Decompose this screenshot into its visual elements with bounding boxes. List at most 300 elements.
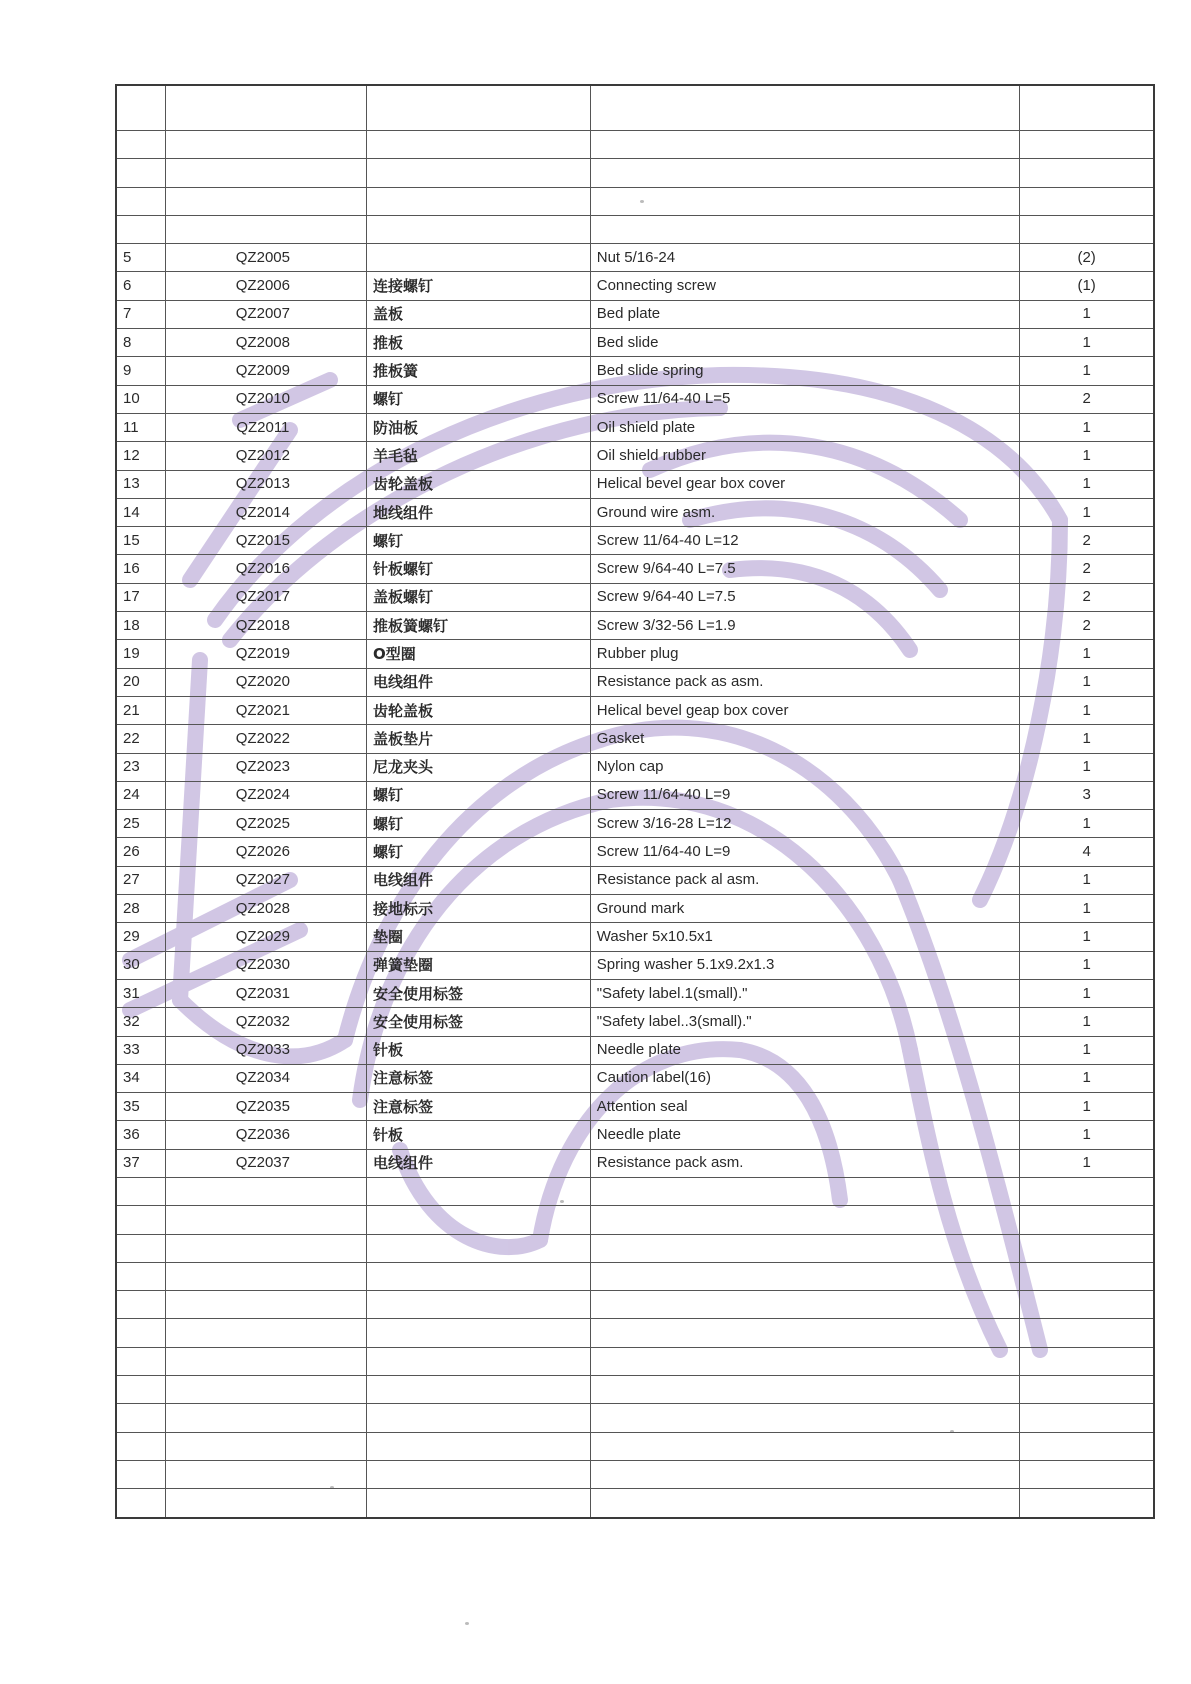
blank-table-row <box>116 215 1154 243</box>
empty-cell <box>165 1262 366 1290</box>
chinese-name-cell: 弹簧垫圈 <box>367 951 591 979</box>
empty-cell <box>590 1291 1020 1319</box>
empty-cell <box>116 159 165 187</box>
quantity-cell: 1 <box>1020 442 1154 470</box>
table-row <box>116 1036 1154 1064</box>
empty-cell <box>116 85 165 131</box>
empty-cell <box>590 1404 1020 1432</box>
quantity-cell: 1 <box>1020 979 1154 1007</box>
empty-cell <box>165 159 366 187</box>
empty-cell <box>165 1460 366 1488</box>
table-row <box>116 612 1154 640</box>
quantity-cell: 2 <box>1020 583 1154 611</box>
table-row <box>116 244 1154 272</box>
chinese-name-cell: 连接螺钉 <box>367 272 591 300</box>
item-number-cell: 29 <box>116 923 165 951</box>
empty-cell <box>165 1206 366 1234</box>
parts-list-table <box>115 84 1155 1519</box>
quantity-cell: 1 <box>1020 668 1154 696</box>
empty-cell <box>1020 1262 1154 1290</box>
blank-table-row <box>116 1404 1154 1432</box>
item-number-cell: 36 <box>116 1121 165 1149</box>
chinese-name-cell: 推板簧螺钉 <box>367 612 591 640</box>
english-description-cell: Oil shield plate <box>590 413 1020 441</box>
table-row <box>116 866 1154 894</box>
english-description-cell: Resistance pack asm. <box>590 1149 1020 1177</box>
chinese-name-cell: 螺钉 <box>367 838 591 866</box>
blank-table-row <box>116 1262 1154 1290</box>
empty-cell <box>367 85 591 131</box>
item-number-cell: 11 <box>116 413 165 441</box>
blank-table-row <box>116 1460 1154 1488</box>
quantity-cell: 3 <box>1020 781 1154 809</box>
english-description-cell: Washer 5x10.5x1 <box>590 923 1020 951</box>
chinese-name-cell: 盖板垫片 <box>367 725 591 753</box>
part-code-cell: QZ2014 <box>165 498 366 526</box>
quantity-cell: 1 <box>1020 1149 1154 1177</box>
part-code-cell: QZ2022 <box>165 725 366 753</box>
part-code-cell: QZ2006 <box>165 272 366 300</box>
english-description-cell: Ground wire asm. <box>590 498 1020 526</box>
empty-cell <box>590 1347 1020 1375</box>
english-description-cell: Helical bevel geap box cover <box>590 696 1020 724</box>
item-number-cell: 24 <box>116 781 165 809</box>
empty-cell <box>116 1489 165 1518</box>
item-number-cell: 27 <box>116 866 165 894</box>
part-code-cell: QZ2035 <box>165 1093 366 1121</box>
empty-cell <box>1020 1234 1154 1262</box>
quantity-cell: 1 <box>1020 1036 1154 1064</box>
empty-cell <box>165 215 366 243</box>
empty-cell <box>165 187 366 215</box>
empty-cell <box>165 1319 366 1347</box>
chinese-name-cell: 螺钉 <box>367 810 591 838</box>
chinese-name-cell: 尼龙夹头 <box>367 753 591 781</box>
blank-table-row <box>116 1489 1154 1518</box>
quantity-cell: 1 <box>1020 810 1154 838</box>
part-code-cell: QZ2028 <box>165 895 366 923</box>
empty-cell <box>1020 1177 1154 1205</box>
english-description-cell: Screw 9/64-40 L=7.5 <box>590 555 1020 583</box>
empty-cell <box>116 1177 165 1205</box>
part-code-cell: QZ2027 <box>165 866 366 894</box>
empty-cell <box>1020 1460 1154 1488</box>
part-code-cell: QZ2036 <box>165 1121 366 1149</box>
item-number-cell: 31 <box>116 979 165 1007</box>
chinese-name-cell: 接地标示 <box>367 895 591 923</box>
empty-cell <box>1020 131 1154 159</box>
chinese-name-cell: 盖板 <box>367 300 591 328</box>
quantity-cell: 1 <box>1020 753 1154 781</box>
quantity-cell: 1 <box>1020 951 1154 979</box>
quantity-cell: 1 <box>1020 640 1154 668</box>
item-number-cell: 26 <box>116 838 165 866</box>
empty-cell <box>165 1177 366 1205</box>
empty-cell <box>367 215 591 243</box>
blank-table-row <box>116 1347 1154 1375</box>
empty-cell <box>116 1319 165 1347</box>
chinese-name-cell: 安全使用标签 <box>367 979 591 1007</box>
blank-table-row <box>116 1206 1154 1234</box>
quantity-cell: 1 <box>1020 923 1154 951</box>
english-description-cell: Screw 11/64-40 L=9 <box>590 781 1020 809</box>
empty-cell <box>367 1177 591 1205</box>
english-description-cell: Screw 3/16-28 L=12 <box>590 810 1020 838</box>
english-description-cell: Gasket <box>590 725 1020 753</box>
item-number-cell: 19 <box>116 640 165 668</box>
item-number-cell: 10 <box>116 385 165 413</box>
part-code-cell: QZ2024 <box>165 781 366 809</box>
quantity-cell: 1 <box>1020 1093 1154 1121</box>
empty-cell <box>165 1347 366 1375</box>
table-row <box>116 923 1154 951</box>
table-row <box>116 555 1154 583</box>
blank-table-row <box>116 85 1154 131</box>
empty-cell <box>590 1319 1020 1347</box>
empty-cell <box>116 1347 165 1375</box>
item-number-cell: 6 <box>116 272 165 300</box>
item-number-cell: 30 <box>116 951 165 979</box>
quantity-cell: 1 <box>1020 866 1154 894</box>
empty-cell <box>1020 159 1154 187</box>
part-code-cell: QZ2029 <box>165 923 366 951</box>
chinese-name-cell: 推板簧 <box>367 357 591 385</box>
table-row <box>116 470 1154 498</box>
table-row <box>116 385 1154 413</box>
empty-cell <box>1020 1376 1154 1404</box>
table-row <box>116 583 1154 611</box>
empty-cell <box>590 131 1020 159</box>
empty-cell <box>367 1347 591 1375</box>
quantity-cell: 1 <box>1020 470 1154 498</box>
part-code-cell: QZ2030 <box>165 951 366 979</box>
chinese-name-cell: 螺钉 <box>367 781 591 809</box>
chinese-name-cell: 针板 <box>367 1036 591 1064</box>
english-description-cell: Screw 11/64-40 L=12 <box>590 527 1020 555</box>
empty-cell <box>1020 1432 1154 1460</box>
empty-cell <box>116 1234 165 1262</box>
blank-table-row <box>116 1319 1154 1347</box>
chinese-name-cell: 电线组件 <box>367 668 591 696</box>
quantity-cell: (1) <box>1020 272 1154 300</box>
empty-cell <box>116 187 165 215</box>
english-description-cell: Bed slide spring <box>590 357 1020 385</box>
quantity-cell: 2 <box>1020 555 1154 583</box>
blank-table-row <box>116 131 1154 159</box>
chinese-name-cell: 针板螺钉 <box>367 555 591 583</box>
item-number-cell: 22 <box>116 725 165 753</box>
empty-cell <box>165 1234 366 1262</box>
part-code-cell: QZ2026 <box>165 838 366 866</box>
part-code-cell: QZ2019 <box>165 640 366 668</box>
chinese-name-cell: 电线组件 <box>367 866 591 894</box>
quantity-cell: 1 <box>1020 357 1154 385</box>
part-code-cell: QZ2010 <box>165 385 366 413</box>
empty-cell <box>165 1489 366 1518</box>
part-code-cell: QZ2032 <box>165 1008 366 1036</box>
table-row <box>116 1121 1154 1149</box>
empty-cell <box>590 1177 1020 1205</box>
english-description-cell: Screw 11/64-40 L=5 <box>590 385 1020 413</box>
part-code-cell: QZ2017 <box>165 583 366 611</box>
part-code-cell: QZ2013 <box>165 470 366 498</box>
chinese-name-cell: 防油板 <box>367 413 591 441</box>
chinese-name-cell: 注意标签 <box>367 1064 591 1092</box>
blank-table-row <box>116 187 1154 215</box>
empty-cell <box>590 1376 1020 1404</box>
empty-cell <box>590 215 1020 243</box>
chinese-name-cell: 针板 <box>367 1121 591 1149</box>
item-number-cell: 35 <box>116 1093 165 1121</box>
parts-table-body <box>116 85 1154 1518</box>
empty-cell <box>367 187 591 215</box>
english-description-cell: "Safety label..3(small)." <box>590 1008 1020 1036</box>
item-number-cell: 28 <box>116 895 165 923</box>
chinese-name-cell: 注意标签 <box>367 1093 591 1121</box>
scan-speck <box>465 1622 469 1625</box>
quantity-cell: 2 <box>1020 527 1154 555</box>
table-row <box>116 753 1154 781</box>
item-number-cell: 5 <box>116 244 165 272</box>
table-row <box>116 1093 1154 1121</box>
empty-cell <box>590 159 1020 187</box>
english-description-cell: Needle plate <box>590 1036 1020 1064</box>
empty-cell <box>590 85 1020 131</box>
item-number-cell: 21 <box>116 696 165 724</box>
english-description-cell: "Safety label.1(small)." <box>590 979 1020 1007</box>
empty-cell <box>165 1404 366 1432</box>
table-row <box>116 951 1154 979</box>
item-number-cell: 33 <box>116 1036 165 1064</box>
blank-table-row <box>116 1291 1154 1319</box>
blank-table-row <box>116 159 1154 187</box>
empty-cell <box>116 1291 165 1319</box>
empty-cell <box>1020 187 1154 215</box>
english-description-cell: Bed plate <box>590 300 1020 328</box>
table-row <box>116 979 1154 1007</box>
table-row <box>116 442 1154 470</box>
empty-cell <box>116 1206 165 1234</box>
part-code-cell: QZ2011 <box>165 413 366 441</box>
table-row <box>116 781 1154 809</box>
chinese-name-cell: 电线组件 <box>367 1149 591 1177</box>
table-row <box>116 696 1154 724</box>
quantity-cell: 1 <box>1020 329 1154 357</box>
english-description-cell: Ground mark <box>590 895 1020 923</box>
empty-cell <box>116 1262 165 1290</box>
item-number-cell: 32 <box>116 1008 165 1036</box>
empty-cell <box>165 1291 366 1319</box>
part-code-cell: QZ2037 <box>165 1149 366 1177</box>
english-description-cell: Resistance pack as asm. <box>590 668 1020 696</box>
empty-cell <box>367 1319 591 1347</box>
english-description-cell: Screw 3/32-56 L=1.9 <box>590 612 1020 640</box>
empty-cell <box>367 1206 591 1234</box>
empty-cell <box>590 1206 1020 1234</box>
quantity-cell: 1 <box>1020 1121 1154 1149</box>
table-row <box>116 810 1154 838</box>
empty-cell <box>1020 1489 1154 1518</box>
chinese-name-cell: O型圈 <box>367 640 591 668</box>
empty-cell <box>1020 85 1154 131</box>
chinese-name-cell: 齿轮盖板 <box>367 470 591 498</box>
item-number-cell: 34 <box>116 1064 165 1092</box>
english-description-cell: Spring washer 5.1x9.2x1.3 <box>590 951 1020 979</box>
item-number-cell: 17 <box>116 583 165 611</box>
empty-cell <box>116 1376 165 1404</box>
quantity-cell: 1 <box>1020 300 1154 328</box>
part-code-cell: QZ2018 <box>165 612 366 640</box>
empty-cell <box>116 215 165 243</box>
part-code-cell: QZ2020 <box>165 668 366 696</box>
english-description-cell: Bed slide <box>590 329 1020 357</box>
chinese-name-cell <box>367 244 591 272</box>
table-row <box>116 725 1154 753</box>
chinese-name-cell: 地线组件 <box>367 498 591 526</box>
item-number-cell: 13 <box>116 470 165 498</box>
item-number-cell: 18 <box>116 612 165 640</box>
item-number-cell: 8 <box>116 329 165 357</box>
empty-cell <box>165 131 366 159</box>
empty-cell <box>590 1432 1020 1460</box>
part-code-cell: QZ2016 <box>165 555 366 583</box>
blank-table-row <box>116 1177 1154 1205</box>
part-code-cell: QZ2031 <box>165 979 366 1007</box>
table-row <box>116 1064 1154 1092</box>
part-code-cell: QZ2033 <box>165 1036 366 1064</box>
chinese-name-cell: 螺钉 <box>367 527 591 555</box>
empty-cell <box>1020 1347 1154 1375</box>
item-number-cell: 20 <box>116 668 165 696</box>
item-number-cell: 25 <box>116 810 165 838</box>
table-row <box>116 895 1154 923</box>
chinese-name-cell: 齿轮盖板 <box>367 696 591 724</box>
part-code-cell: QZ2015 <box>165 527 366 555</box>
english-description-cell: Screw 11/64-40 L=9 <box>590 838 1020 866</box>
part-code-cell: QZ2007 <box>165 300 366 328</box>
table-row <box>116 329 1154 357</box>
empty-cell <box>165 85 366 131</box>
empty-cell <box>367 1291 591 1319</box>
table-row <box>116 668 1154 696</box>
part-code-cell: QZ2012 <box>165 442 366 470</box>
chinese-name-cell: 推板 <box>367 329 591 357</box>
table-row <box>116 498 1154 526</box>
table-row <box>116 272 1154 300</box>
empty-cell <box>367 1262 591 1290</box>
english-description-cell: Nut 5/16-24 <box>590 244 1020 272</box>
english-description-cell: Helical bevel gear box cover <box>590 470 1020 498</box>
quantity-cell: 1 <box>1020 413 1154 441</box>
item-number-cell: 14 <box>116 498 165 526</box>
empty-cell <box>116 131 165 159</box>
item-number-cell: 23 <box>116 753 165 781</box>
english-description-cell: Screw 9/64-40 L=7.5 <box>590 583 1020 611</box>
empty-cell <box>590 1234 1020 1262</box>
english-description-cell: Needle plate <box>590 1121 1020 1149</box>
item-number-cell: 15 <box>116 527 165 555</box>
quantity-cell: 2 <box>1020 612 1154 640</box>
english-description-cell: Oil shield rubber <box>590 442 1020 470</box>
empty-cell <box>367 1432 591 1460</box>
item-number-cell: 12 <box>116 442 165 470</box>
table-row <box>116 527 1154 555</box>
empty-cell <box>116 1432 165 1460</box>
chinese-name-cell: 羊毛毡 <box>367 442 591 470</box>
blank-table-row <box>116 1432 1154 1460</box>
empty-cell <box>590 1460 1020 1488</box>
empty-cell <box>116 1460 165 1488</box>
empty-cell <box>1020 1206 1154 1234</box>
blank-table-row <box>116 1376 1154 1404</box>
table-row <box>116 1149 1154 1177</box>
table-row <box>116 357 1154 385</box>
quantity-cell: 1 <box>1020 725 1154 753</box>
chinese-name-cell: 螺钉 <box>367 385 591 413</box>
english-description-cell: Resistance pack al asm. <box>590 866 1020 894</box>
empty-cell <box>367 159 591 187</box>
blank-table-row <box>116 1234 1154 1262</box>
table-row <box>116 640 1154 668</box>
empty-cell <box>590 187 1020 215</box>
empty-cell <box>367 131 591 159</box>
english-description-cell: Nylon cap <box>590 753 1020 781</box>
empty-cell <box>367 1376 591 1404</box>
part-code-cell: QZ2009 <box>165 357 366 385</box>
empty-cell <box>165 1376 366 1404</box>
empty-cell <box>1020 1319 1154 1347</box>
table-row <box>116 413 1154 441</box>
empty-cell <box>367 1234 591 1262</box>
quantity-cell: (2) <box>1020 244 1154 272</box>
item-number-cell: 37 <box>116 1149 165 1177</box>
quantity-cell: 1 <box>1020 498 1154 526</box>
part-code-cell: QZ2034 <box>165 1064 366 1092</box>
chinese-name-cell: 安全使用标签 <box>367 1008 591 1036</box>
quantity-cell: 1 <box>1020 696 1154 724</box>
table-row <box>116 838 1154 866</box>
quantity-cell: 4 <box>1020 838 1154 866</box>
item-number-cell: 7 <box>116 300 165 328</box>
english-description-cell: Attention seal <box>590 1093 1020 1121</box>
quantity-cell: 1 <box>1020 1008 1154 1036</box>
empty-cell <box>1020 1291 1154 1319</box>
empty-cell <box>1020 1404 1154 1432</box>
table-row <box>116 300 1154 328</box>
part-code-cell: QZ2021 <box>165 696 366 724</box>
empty-cell <box>116 1404 165 1432</box>
part-code-cell: QZ2025 <box>165 810 366 838</box>
chinese-name-cell: 垫圈 <box>367 923 591 951</box>
english-description-cell: Caution label(16) <box>590 1064 1020 1092</box>
empty-cell <box>590 1262 1020 1290</box>
quantity-cell: 2 <box>1020 385 1154 413</box>
quantity-cell: 1 <box>1020 895 1154 923</box>
item-number-cell: 16 <box>116 555 165 583</box>
empty-cell <box>165 1432 366 1460</box>
english-description-cell: Connecting screw <box>590 272 1020 300</box>
empty-cell <box>367 1460 591 1488</box>
chinese-name-cell: 盖板螺钉 <box>367 583 591 611</box>
empty-cell <box>367 1404 591 1432</box>
english-description-cell: Rubber plug <box>590 640 1020 668</box>
empty-cell <box>1020 215 1154 243</box>
part-code-cell: QZ2023 <box>165 753 366 781</box>
part-code-cell: QZ2005 <box>165 244 366 272</box>
empty-cell <box>367 1489 591 1518</box>
empty-cell <box>590 1489 1020 1518</box>
part-code-cell: QZ2008 <box>165 329 366 357</box>
